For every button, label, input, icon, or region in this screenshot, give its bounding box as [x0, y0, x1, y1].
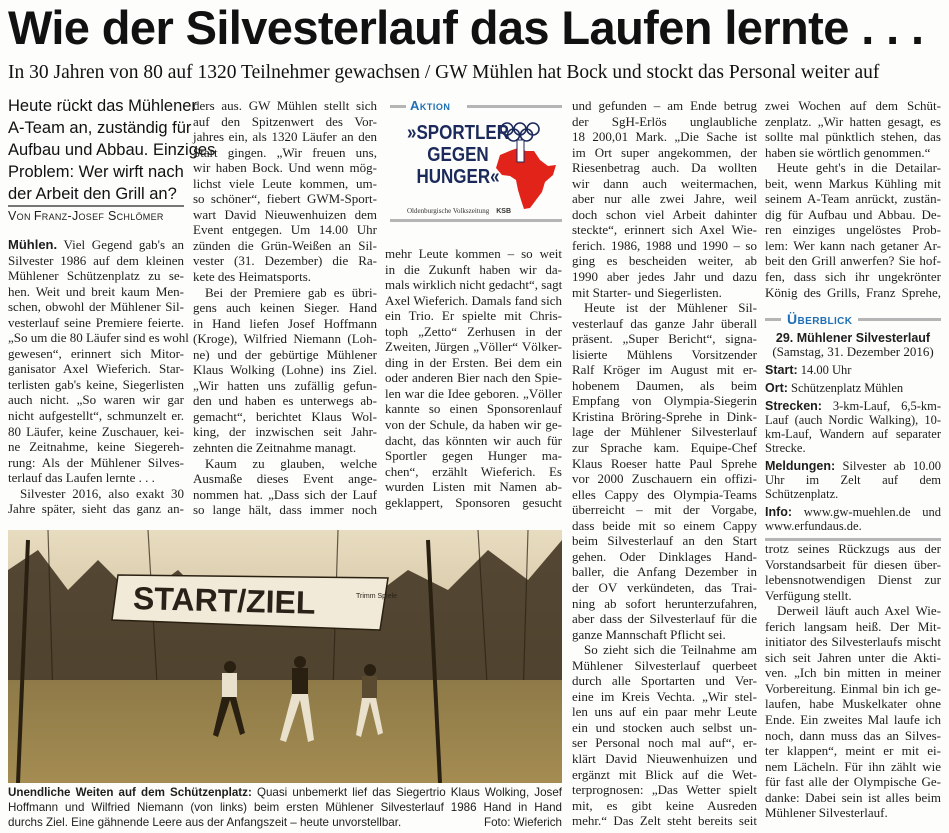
text-line: schen, obwohl der Mühlener Sil-: [8, 299, 184, 315]
text-line: zwei Wochen auf dem Schüt-: [765, 98, 941, 113]
caption-line: [8, 785, 562, 800]
text-line: wurden Listen mit Namen ab-: [385, 479, 562, 495]
text-line: König des Grills, Franz Sprehe,: [765, 284, 941, 300]
text-line: beit den Grill anwerfen? Sie hof-: [765, 253, 941, 269]
slogan-line: GEGEN: [427, 144, 489, 166]
text-line: ding in der Ersten. Bei dem ein: [385, 354, 562, 370]
text-line: zehnten die Zeitnahme managt.: [193, 440, 357, 456]
lead-line: Problem: Wer wirft nach: [8, 163, 184, 181]
text-line: Bei der Premiere gab es übri-: [205, 284, 377, 300]
aktion-sportler-gegen-hunger-box: [385, 95, 562, 235]
aktion-sponsors: [407, 207, 511, 215]
text-line: eine im Kreis Vechta. „Wir stel-: [572, 688, 757, 704]
info-strecken: [765, 399, 941, 455]
text-line: ren einziges ungelöstes Prob-: [765, 222, 941, 238]
text-line: ferich langsam heiß. Der Mit-: [765, 618, 941, 634]
torch-icon: [517, 140, 524, 162]
text-line: lem: Wer kann nach getaner Ar-: [765, 237, 941, 253]
slogan-line: HUNGER«: [416, 166, 500, 188]
text-line: Mühlener Schützenplatz zu se-: [8, 268, 184, 284]
sponsor-ksb: KSB: [496, 208, 512, 215]
infobox-label: Überblick: [787, 311, 853, 327]
text-line: „So um die 80 Läufer sind es wohl: [8, 330, 189, 346]
info-label: Strecken:: [765, 399, 822, 413]
text-line: laufen, habe Muskelkater ohne: [765, 696, 941, 712]
text-line: zenplatz. „Wir hatten gesagt, es: [765, 113, 941, 129]
text-line: terlauf das Laufen lernte . . .: [8, 470, 155, 486]
text-line: lebensnotwendigen Dienst zur: [765, 572, 941, 588]
text-line: Riesenbetrag auch. Da wollten: [572, 160, 757, 176]
text-line: ven. „Ich bin mitten in meiner: [765, 665, 941, 681]
text-line: hen. Weit und breit kaum Men-: [8, 283, 184, 299]
text-line: seinem A-Team anrückt, zustän-: [765, 191, 941, 207]
caption-line: [8, 815, 562, 830]
article-column-5-bottom: [765, 541, 941, 821]
text-line: beim Silvesterlauf an den Start: [572, 533, 757, 549]
dateline: Mühlen.: [8, 237, 58, 252]
text-line: nem Lächeln. Für ihn zählt wie: [765, 758, 941, 774]
text-line: mehr Leute kommen – so weit: [385, 246, 562, 261]
africa-olympic-rings-logo: [490, 120, 562, 215]
ueberblick-infobox: [765, 310, 941, 541]
text-line: Axel Wieferich. Damals fand sich: [385, 292, 562, 308]
photo-start-ziel-1986: [8, 530, 562, 783]
text-line: Silvester 1986 auf dem kleinen: [8, 252, 184, 268]
text-line: jahres ein, als 1320 Läufer an den: [193, 129, 377, 145]
info-label: Start:: [765, 363, 798, 377]
info-value: Silvester ab 10.00 Uhr im Zelt auf dem Schützenplatz.: [765, 459, 942, 501]
text-line: So zieht sich die Teilnahme am: [584, 642, 757, 658]
text-line: mit Starter- und Siegerlisten.: [572, 284, 722, 300]
article-column-4: [572, 98, 757, 829]
text-line: Heute ist der Mühlener Sil-: [584, 300, 757, 316]
text-line: doch schon viel Arbeit dahinter: [572, 206, 757, 222]
text-line: lage der Mühlener Silvesterlauf: [572, 424, 757, 440]
info-label: Info:: [765, 505, 793, 519]
text-line: Kristina Bröring-Sprehe in Dink-: [572, 408, 757, 424]
caption-text: Quasi unbemerkt lief das Siegertrio Klaus Wolking, Josef: [256, 786, 563, 799]
text-line: so lange hält, dass immer noch: [193, 502, 377, 518]
text-line: vesterlauf das ganze Jahr überall: [572, 315, 757, 331]
text-line: Ende. Ein zweites Mal laufe ich: [765, 712, 941, 728]
text-line: ne Zeitnahme, keine Siegereh-: [8, 439, 184, 455]
text-line: wir dann auch weitermachen,: [572, 175, 757, 191]
text-line: Event entgegen. Um 14.00 Uhr: [193, 222, 377, 238]
text-line: wir haben Bock. Und wenn mög-: [193, 160, 377, 176]
text-line: Sportler gegen Hunger ma-: [385, 448, 562, 464]
text-line: lisierte Mühlens Vorsitzender: [572, 346, 757, 362]
text-line: Vorstandsarbeit für diesen über-: [765, 556, 941, 572]
text-line: in Hand liefen Josef Hoffmann: [193, 315, 377, 331]
byline-prefix: Von: [8, 209, 31, 223]
text-line: aber nur alle zwei Jahre, weil: [572, 191, 757, 207]
divider: [467, 105, 562, 108]
text-line: klärt David Nieuwenhuizen und: [572, 750, 757, 766]
text-line: lichst viele Leute kommen, um-: [193, 175, 377, 191]
caption-text: durchs Ziel. Eine gähnende Leere aus der Anfangszeit – heute unvorstellbar.: [8, 816, 402, 829]
text-line: Zweiten, Jürgen „Völler“ Völker-: [385, 339, 562, 355]
text-line: elles Cappy des Olympia-Teams: [572, 486, 757, 502]
text-line: so schöner“, fiebert GWM-Sport-: [193, 191, 377, 207]
text-line: dass beide mit so einem Cappy: [572, 517, 757, 533]
article-column-3: [385, 246, 562, 510]
text-line: den und haben es unterwegs ab-: [193, 393, 377, 409]
text-line: zünden die Grün-Weißen an Sil-: [193, 237, 377, 253]
olympic-rings-icon: [501, 123, 539, 141]
text-line: trotz seines Rückzugs aus der: [765, 541, 941, 556]
byline-author: Franz-Josef Schlömer: [33, 209, 164, 223]
text-line: der OV verkündeten, das Trai-: [572, 579, 757, 595]
text-line: Mühlener Silvesterlauf.: [765, 805, 888, 821]
text-line: ter klappen“, meint er mit ei-: [765, 743, 941, 759]
aktion-label: Aktion: [410, 98, 451, 113]
info-value: 3-km-Lauf, 6,5-km-Lauf (auch Nordic Walking), 10-km-Lauf, Wandern auf separater Strecke.: [765, 399, 941, 455]
text-line: geklappert, Sponsoren gesucht: [385, 494, 562, 510]
text-line: beit, wenn Markus Kühling mit: [765, 175, 941, 191]
text-line: ser Personal noch mal auf“, er-: [572, 735, 757, 751]
text-line: danke: Dabei sein ist alles beim: [765, 789, 941, 805]
article-column-5-top: [765, 98, 941, 300]
lead-line: der Arbeit den Grill an?: [8, 185, 177, 203]
lead-text: [8, 95, 216, 205]
text-line: Heute geht's in die Detailar-: [777, 160, 941, 176]
text-line: präsent. „Super Bericht“, signa-: [572, 331, 757, 347]
text-line: steckte“, erinnert sich Axel Wie-: [572, 222, 757, 238]
text-line: rung: Als der Mühlener Silves-: [8, 454, 184, 470]
text-line: gens auch keinen Sieger. Hand: [193, 300, 377, 316]
text-line: ferich. 1986, 1988 und 1990 – so: [572, 237, 757, 253]
info-value: Schützenplatz Mühlen: [791, 381, 904, 395]
text-line: gewesen“, erinnert sich Mitor-: [8, 345, 184, 361]
caption-title: Unendliche Weiten auf dem Schützenplatz:: [8, 786, 252, 799]
text-line: mehr.“ Das Zelt steht bereits seit: [572, 813, 757, 829]
text-line: zur Sprache kam. Equipe-Chef: [572, 440, 757, 456]
sponsor-newspaper: Oldenburgische Volkszeitung: [407, 207, 490, 215]
text-line: mals wirklich nicht gedacht“, sagt: [385, 277, 563, 293]
text-line: überreicht – mit der Vorgabe,: [572, 502, 757, 518]
text-line: auch nicht. „So waren wir gar: [8, 392, 184, 408]
text-line: vesterlauf seine Premiere feierte.: [8, 314, 184, 330]
text-line: „Wir hatten uns zufällig gefun-: [193, 377, 377, 393]
text-line: mit, es gibt keine Ausreden: [572, 797, 757, 813]
text-line: len war die Idee geboren. „Völler: [385, 385, 562, 401]
text-line: und gefunden – am Ende betrug: [572, 98, 757, 113]
text-line: sich seit Jahren unter die Akti-: [765, 649, 941, 665]
text-line: 1990 aber jedes Jahr und dazu: [572, 269, 757, 285]
text-line: toph „Zetto“ Zerhusen in der: [385, 323, 562, 339]
text-line: aber dass der Silvesterlauf für die: [572, 611, 757, 627]
text-line: baller, die Anfang Dezember in: [572, 564, 757, 580]
text-line: nommen hat. „Dass sich der Lauf: [193, 486, 377, 502]
text-line: Klaus Roeser hatte Paul Sprehe: [572, 455, 757, 471]
text-line: Jahre später, sieht das ganz an-: [8, 501, 184, 517]
text-line: 80 Läufer, keine Zuschauer, kei-: [8, 423, 184, 439]
text-line: Ausmaße dieses Event ange-: [193, 471, 377, 487]
byline-divider: [8, 205, 184, 207]
text-line: (Kroge), Wilfried Niemann (Loh-: [193, 331, 377, 347]
info-label: Ort:: [765, 381, 788, 395]
banner-text: START/ZIEL: [132, 579, 316, 621]
text-line: ging es bescheiden weiter, ab: [572, 253, 757, 269]
text-line: Empfang von Olympia-Siegerin: [572, 393, 757, 409]
info-ort: [765, 381, 941, 395]
text-line: [8, 237, 184, 253]
text-line: wart David Nieuwenhuizen dem: [193, 206, 377, 222]
text-line: für fast alle der Olympische Ge-: [765, 774, 941, 790]
infobox-header: [765, 310, 941, 328]
event-date: (Samstag, 31. Dezember 2016): [772, 344, 934, 359]
text-line: fen, dass sich ihr ungekrönter: [765, 269, 941, 285]
text-line: der SgH-Erlös unglaubliche: [572, 113, 757, 129]
info-start: [765, 363, 941, 377]
text-line: 18 200,01 Mark. „Die Sache ist: [572, 129, 757, 145]
text-line: ganisator Axel Wieferich. Star-: [8, 361, 184, 377]
divider: [390, 219, 562, 222]
text-line: Mühlener Silvesterlauf querbeet: [572, 657, 757, 673]
text-line: Ralf Kröger im August mit er-: [572, 362, 757, 378]
info-value[interactable]: www.gw-muehlen.de und www.erfundaus.de.: [765, 505, 941, 533]
info-value: 14.00 Uhr: [800, 363, 852, 377]
text-line: oder anderen Bier nach den Spie-: [385, 370, 562, 386]
text-line: kete des Heimatsports.: [193, 269, 312, 285]
text-line: ergänzt mit Blick auf die Wet-: [572, 766, 757, 782]
banner-logo: Trimm Spiele: [356, 593, 397, 600]
text-line: hobenem Daumen, als beim: [572, 377, 757, 393]
text-line: kannte so einen Sponsorenlauf: [385, 401, 562, 417]
text-line: ein und stocken auch selbst un-: [572, 719, 757, 735]
article-column-1: [8, 237, 189, 517]
photo-credit: Foto: Wieferich: [484, 816, 562, 829]
text-line: im Ort super angekommen, der: [572, 144, 757, 160]
text-line: terprognosen: „Das Wetter spielt: [572, 782, 757, 798]
divider: [765, 538, 941, 541]
lead-line: Heute rückt das Mühlener: [8, 97, 197, 115]
byline: [8, 209, 164, 223]
text-line: haben sie wörtlich genommen.“: [765, 144, 931, 160]
text-line: ein Trio. Er spielte mit Chris-: [385, 308, 562, 324]
text-line: auf den Spitzenwert des Vor-: [193, 113, 377, 129]
text-line: Silvester 2016, also exakt 30: [20, 485, 184, 501]
event-title: 29. Mühlener Silvesterlauf: [775, 331, 931, 345]
lead-line: Aufbau und Abbau. Einziges: [8, 141, 216, 159]
divider: [390, 105, 406, 108]
text-line: gehen. Oder Dinklages Hand-: [572, 548, 757, 564]
text-line: nicht aufgestellt“, schmunzelt er.: [8, 408, 184, 424]
subheadline: In 30 Jahren von 80 auf 1320 Teilnehmer gewachsen / GW Mühlen hat Bock und stockt das Personal weiter auf: [8, 62, 880, 83]
info-links: [765, 505, 941, 533]
lead-line: A-Team an, zuständig für: [8, 119, 192, 137]
text-line: vor 2000 Zuschauern ein offizi-: [572, 471, 757, 487]
text-line: dacht, das könnten wir auch für: [385, 432, 562, 448]
text-line: in die Zukunft haben wir da-: [385, 261, 562, 277]
africa-map-icon: [496, 148, 556, 209]
text-line: Kaum zu glauben, welche: [205, 455, 377, 471]
text-line: Verfügung stellt.: [765, 587, 852, 603]
text-line: sollte mal pünktlich stehen, das: [765, 129, 941, 145]
text-line: dig für Aufbau und Abbau. De-: [765, 206, 941, 222]
text-line: len uns auf ein paar mehr Leute: [572, 704, 757, 720]
text-line: ganze Mannschaft Pflicht sei.: [572, 626, 726, 642]
text-line: noch, dann muss das an Silves-: [765, 727, 941, 743]
text-line: gemacht“, berichtet Klaus Wol-: [193, 408, 377, 424]
text-line: ders aus. GW Mühlen stellt sich: [193, 98, 377, 113]
divider: [765, 318, 781, 321]
headline: Wie der Silvesterlauf das Laufen lernte . . .: [8, 1, 924, 54]
text-line: vester (31. Dezember) die Ra-: [193, 253, 377, 269]
text-line: Derweil läuft auch Axel Wie-: [777, 603, 941, 619]
slogan-line: »SPORTLER: [407, 122, 510, 144]
text-line: Start gingen. „Wir freuen uns,: [193, 144, 377, 160]
caption-line: Hoffmann und Wilfried Niemann (von links) beim ersten Mühlener Silvesterlauf 1986 Hand in Hand: [8, 801, 562, 814]
text-line: durch alle Sportarten und Ver-: [572, 673, 757, 689]
text-line: Klaus Wolking (Lohne) ins Ziel.: [193, 362, 377, 378]
photo-caption: [8, 785, 562, 830]
info-meldungen: [765, 459, 941, 501]
text: Viel Gegend gab's an: [63, 237, 184, 252]
divider: [858, 318, 941, 321]
text-line: chen“, erzählt Wieferich. Es: [385, 463, 562, 479]
text-line: initiator des Silvesterlaufs mischt: [765, 634, 941, 650]
text-line: ne) und der gebürtige Mühlener: [193, 346, 377, 362]
text-line: Vorbereitung. Einmal bin ich ge-: [765, 680, 941, 696]
text-line: king, der inzwischen seit Jahr-: [193, 424, 377, 440]
info-label: Meldungen:: [765, 459, 836, 473]
text-line: terlisten gab's keine, Siegerlisten: [8, 376, 184, 392]
article-column-2: [193, 98, 377, 518]
text-line: ning ab sofort herunterzufahren,: [572, 595, 757, 611]
text-line: von der Schule, da haben wir ge-: [385, 417, 562, 433]
